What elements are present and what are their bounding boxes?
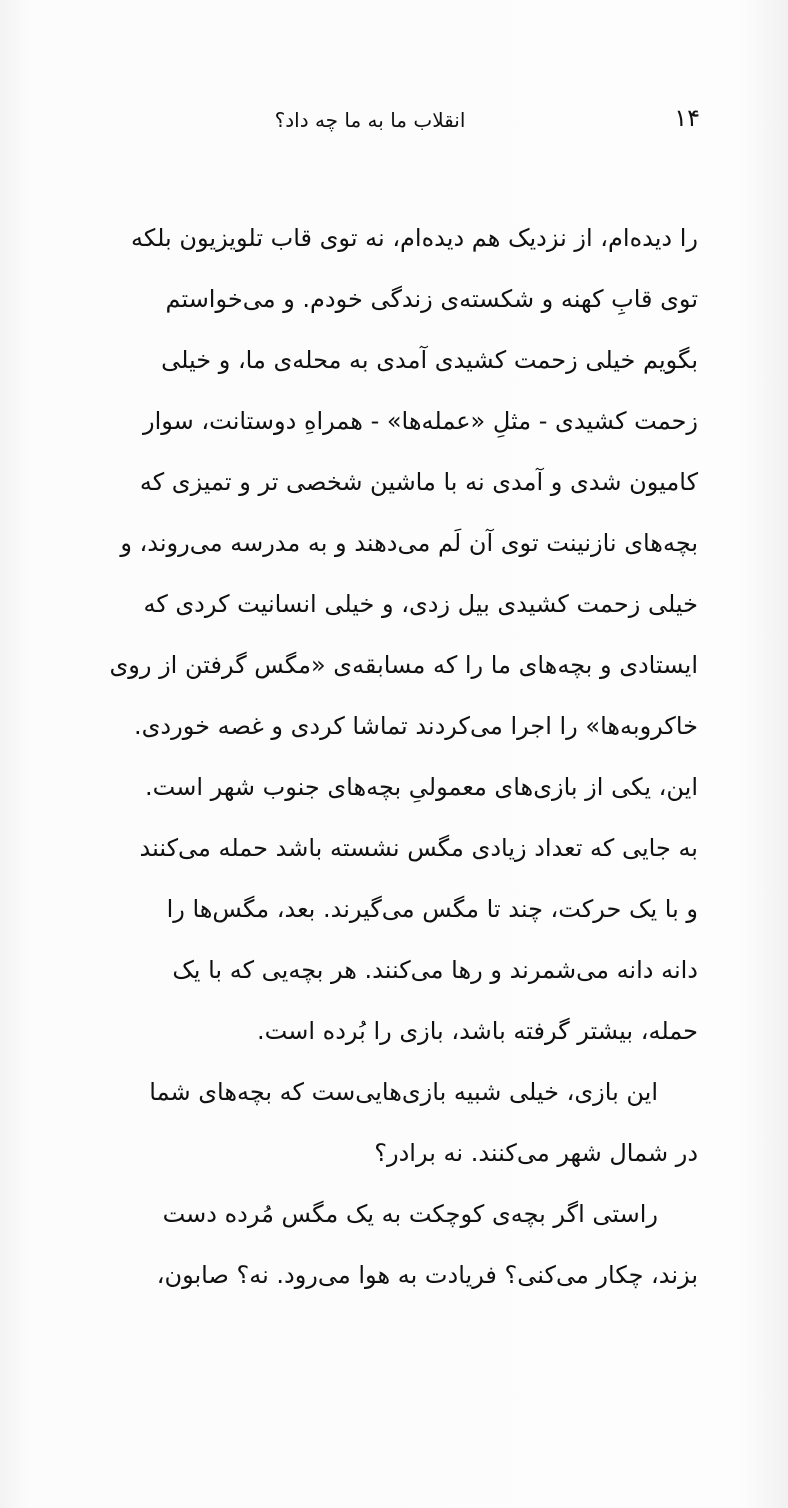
text-line: به جایی که تعداد زیادی مگس نشسته باشد حمله می‌کنند — [139, 834, 698, 862]
page-number: ۱۴ — [674, 104, 700, 132]
body-text — [24, 208, 698, 1306]
text-line: خاکروبه‌ها» را اجرا می‌کردند تماشا کردی و غصه خوردی. — [134, 712, 698, 740]
text-line: این، یکی از بازی‌های معمولیِ بچه‌های جنوب شهر است. — [145, 773, 698, 801]
text-line: در شمال شهر می‌کنند. نه برادر؟ — [374, 1139, 698, 1167]
text-line: این بازی، خیلی شبیه بازی‌هایی‌ست که بچه‌های شما — [149, 1078, 658, 1106]
text-line: بزند، چکار می‌کنی؟ فریادت به هوا می‌رود. نه؟ صابون، — [156, 1261, 698, 1289]
text-line: حمله، بیشتر گرفته باشد، بازی را بُرده است. — [257, 1017, 698, 1045]
text-line: دانه دانه می‌شمرند و رها می‌کنند. هر بچه‌یی که با یک — [172, 956, 698, 984]
text-line: ایستادی و بچه‌های ما را که مسابقه‌ی «مگس گرفتن از روی — [109, 651, 698, 679]
text-line: توی قابِ کهنه و شکسته‌ی زندگی خودم. و می‌خواستم — [165, 285, 698, 313]
page-header — [40, 104, 700, 144]
running-title: انقلاب ما به ما چه داد؟ — [274, 108, 466, 132]
text-line: بگویم خیلی زحمت کشیدی آمدی به محله‌ی ما، و خیلی — [161, 346, 698, 374]
text-line: بچه‌های نازنینت توی آن لَم می‌دهند و به مدرسه می‌روند، و — [120, 529, 698, 557]
text-line: راستی اگر بچه‌ی کوچکت به یک مگس مُرده دست — [162, 1200, 658, 1228]
text-line: خیلی زحمت کشیدی بیل زدی، و خیلی انسانیت کردی که — [143, 590, 698, 618]
text-line: زحمت کشیدی - مثلِ «عمله‌ها» - همراهِ دوستانت، سوار — [142, 407, 698, 435]
text-line: و با یک حرکت، چند تا مگس می‌گیرند. بعد، مگس‌ها را — [166, 895, 698, 923]
text-line: کامیون شدی و آمدی نه با ماشین شخصی تر و تمیزی که — [139, 468, 698, 496]
text-line: را دیده‌ام، از نزدیک هم دیده‌ام، نه توی قاب تلویزیون بلکه — [130, 224, 698, 252]
